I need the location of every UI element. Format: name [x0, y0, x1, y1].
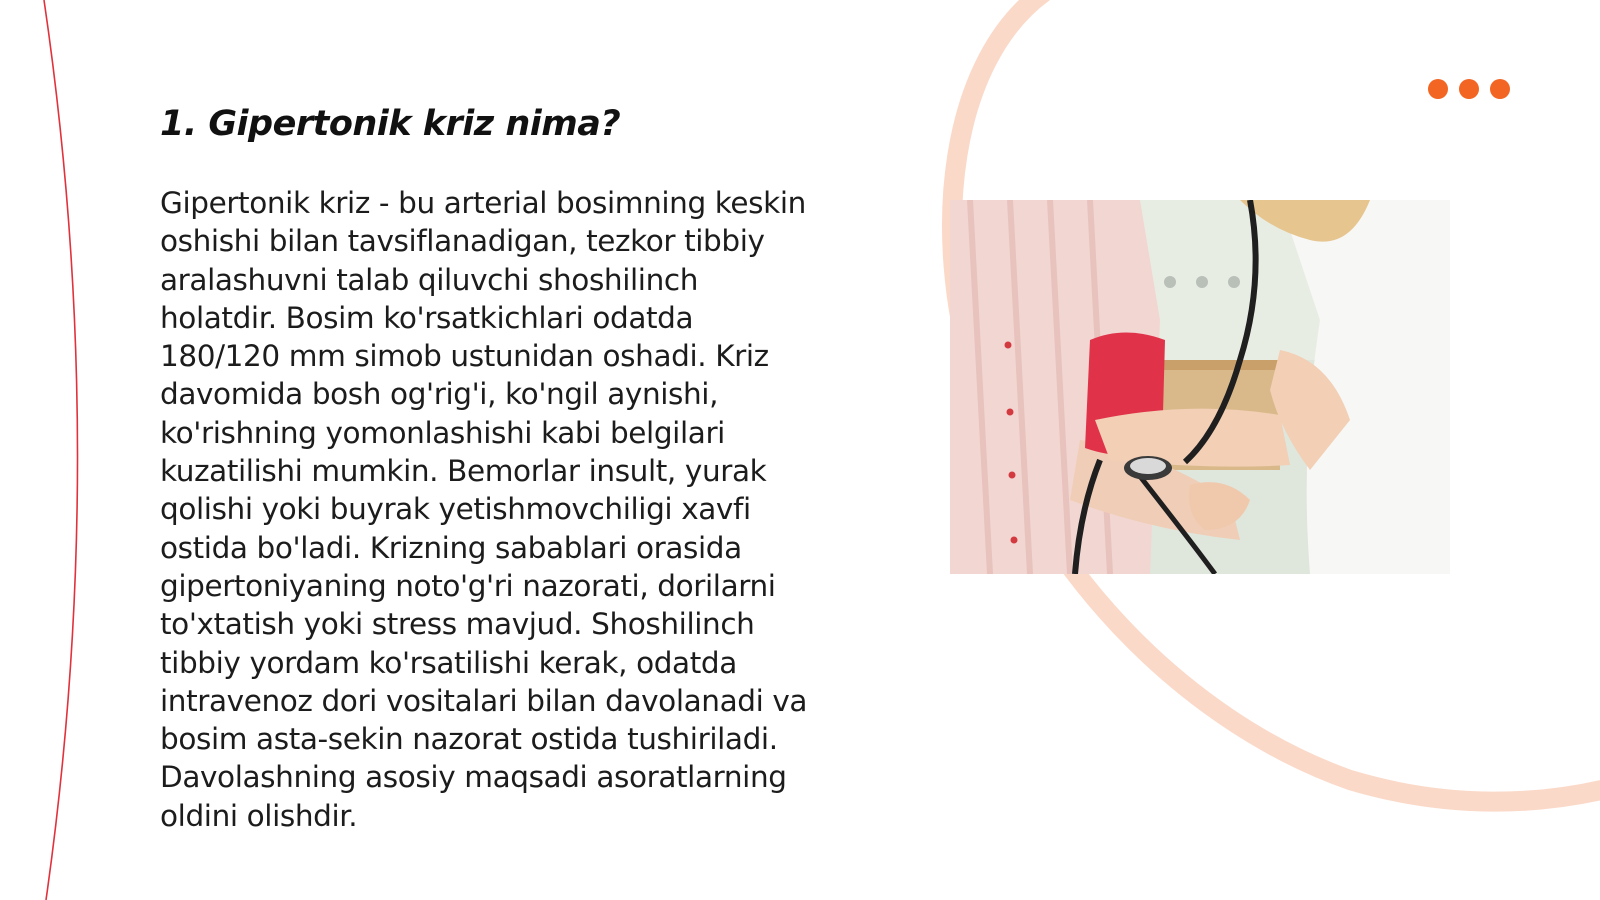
dot-3	[1490, 79, 1510, 99]
left-red-curve	[44, 0, 78, 900]
blood-pressure-photo	[950, 200, 1450, 574]
dot-1	[1428, 79, 1448, 99]
dot-2	[1459, 79, 1479, 99]
slide-title: 1. Gipertonik kriz nima?	[160, 104, 621, 144]
slide-body-text: Gipertonik kriz - bu arterial bosimning keskin oshishi bilan tavsiflanadigan, tezkor tibbiy aralashuvni talab qiluvchi shoshilinch holatdir. Bosim ko'rsatkichlari odatda 180/120 mm simob ustunidan oshadi. Kriz davomida bosh og'rig'i, ko'ngil aynishi, ko'rishning yomonlashishi kabi belgilari kuzatilishi mumkin. Bemorlar insult, yurak qolishi yoki buyrak yetishmovchiligi xavfi ostida bo'ladi. Krizning sabablari orasida gipertoniyaning noto'g'ri nazorati, dorilarni to'xtatish yoki stress mavjud. Shoshilinch tibbiy yordam ko'rsatilishi kerak, odatda intravenoz dori vositalari bilan davolanadi va bosim asta-sekin nazorat ostida tushiriladi. Davolashning asosiy maqsadi asoratlarning oldini olishdir.	[160, 186, 808, 833]
more-dots-icon[interactable]	[1428, 79, 1510, 99]
